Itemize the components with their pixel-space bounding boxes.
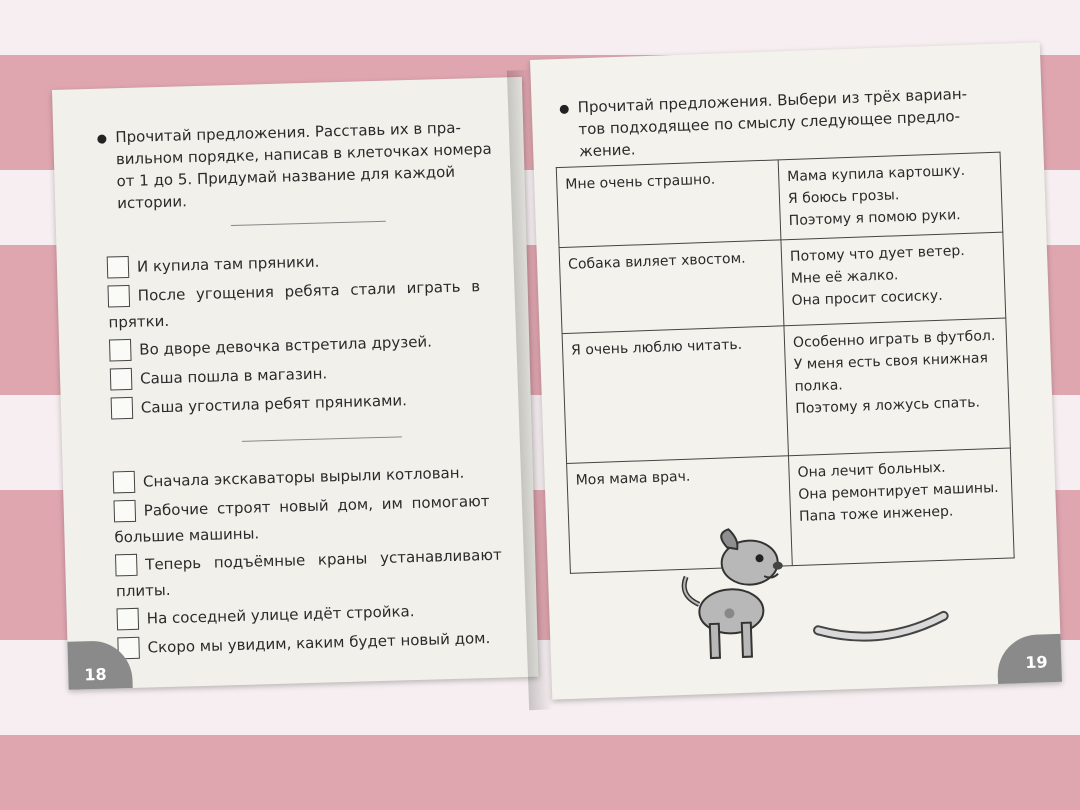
sentence-cell: Моя мама врач.: [567, 456, 793, 574]
options-cell: [784, 318, 1010, 456]
option[interactable]: Потому что дует ветер.: [789, 242, 965, 266]
instruction-line: от 1 до 5. Придумай название для каждой: [116, 162, 456, 191]
sentence: И купила там пряники.: [136, 252, 320, 276]
option[interactable]: Она лечит больных.: [797, 459, 946, 481]
sentence-cell: Мне очень страшно.: [556, 160, 781, 248]
number-box[interactable]: [115, 554, 138, 577]
dog-illustration-icon: [666, 521, 801, 665]
sentence: плиты.: [115, 580, 171, 601]
instruction-line: Прочитай предложения. Расставь их в пра-: [115, 118, 462, 147]
sausage-illustration-icon: [811, 606, 952, 651]
sentence: Сначала экскаваторы вырыли котлован.: [142, 463, 465, 491]
table-row: [562, 318, 1010, 463]
sentence: После угощения ребята стали играть в: [137, 277, 481, 305]
option[interactable]: Мама купила картошку.: [786, 162, 966, 186]
table-row: [556, 152, 1003, 247]
options-cell: [778, 152, 1003, 240]
sentence: Скоро мы увидим, каким будет новый дом.: [147, 628, 491, 657]
page-number: 18: [84, 664, 107, 685]
instruction-line: жение.: [578, 140, 636, 161]
options-cell: [788, 448, 1014, 566]
option[interactable]: Мне её жалко.: [790, 267, 899, 288]
sentence: Рабочие строят новый дом, им помогают: [143, 491, 490, 520]
number-box[interactable]: [116, 608, 139, 631]
sentence: Во дворе девочка встретила друзей.: [139, 332, 433, 359]
sentence: прятки.: [108, 311, 170, 332]
sentence-cell: Собака виляет хвостом.: [559, 240, 784, 334]
options-cell: [781, 232, 1006, 326]
option[interactable]: Я боюсь грозы.: [787, 187, 900, 208]
page-number: 19: [1025, 652, 1048, 673]
option[interactable]: Она просит сосиску.: [791, 287, 943, 310]
sentence: На соседней улице идёт стройка.: [146, 602, 415, 628]
number-box[interactable]: [113, 500, 136, 523]
option[interactable]: Особенно играть в футбол.: [792, 327, 996, 351]
title-line[interactable]: [242, 436, 402, 441]
right-page: [530, 42, 1062, 699]
title-line[interactable]: [231, 221, 386, 226]
number-box[interactable]: [107, 285, 130, 308]
sentence: большие машины.: [114, 524, 260, 547]
option[interactable]: Поэтому я помою руки.: [788, 207, 961, 230]
option[interactable]: У меня есть своя книжная полка.: [793, 350, 989, 395]
instruction-line: Прочитай предложения. Выбери из трёх вариан-: [577, 84, 968, 117]
sentence: Саша угостила ребят пряниками.: [140, 391, 408, 417]
left-page: [52, 77, 539, 690]
option[interactable]: Она ремонтирует машины.: [798, 479, 999, 503]
number-box[interactable]: [109, 339, 132, 362]
bullet-icon: [97, 135, 106, 144]
number-box[interactable]: [110, 368, 133, 391]
number-box[interactable]: [107, 256, 130, 279]
sentence: Теперь подъёмные краны устанавливают: [145, 545, 502, 574]
options-table: [556, 152, 1015, 574]
sentence: Саша пошла в магазин.: [139, 364, 328, 388]
option[interactable]: Папа тоже инженер.: [798, 503, 954, 525]
bullet-icon: [560, 105, 569, 114]
instruction-line: вильном порядке, написав в клеточках номера: [115, 139, 492, 169]
option[interactable]: Поэтому я ложусь спать.: [795, 394, 981, 417]
instruction-line: тов подходящее по смыслу следующее предло-: [578, 107, 961, 139]
number-box[interactable]: [113, 471, 136, 494]
instruction-line: истории.: [116, 192, 188, 213]
sentence-cell: Я очень люблю читать.: [562, 326, 788, 464]
number-box[interactable]: [111, 397, 134, 420]
table-row: [559, 232, 1006, 333]
